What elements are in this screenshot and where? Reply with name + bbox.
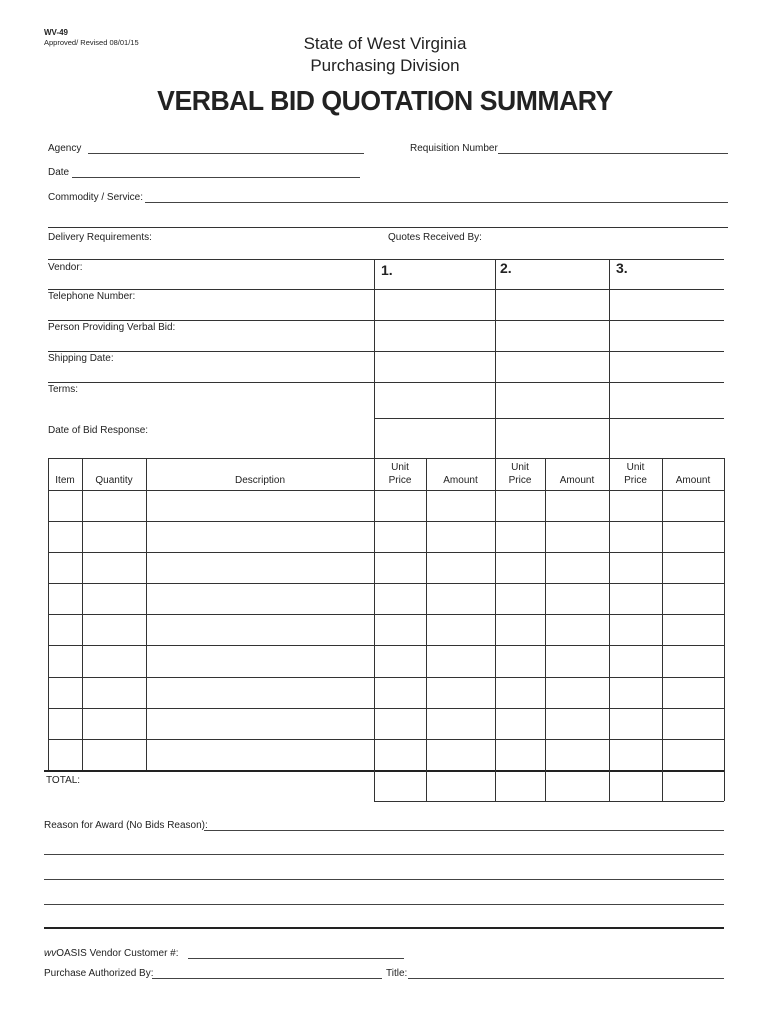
vendor-grid-line xyxy=(48,320,724,321)
header-description: Description xyxy=(234,475,286,486)
table-col xyxy=(724,458,725,801)
header-unit-3: Unit xyxy=(626,462,645,473)
form-revision: Approved/ Revised 08/01/15 xyxy=(44,38,139,47)
header-amount-1: Amount xyxy=(443,475,478,486)
table-row xyxy=(48,677,724,678)
date-field[interactable] xyxy=(72,177,360,178)
header-price-2: Price xyxy=(508,475,532,486)
vendor-number-2: 2. xyxy=(500,260,512,276)
vendor-grid-col xyxy=(495,259,496,458)
vendor-grid-line xyxy=(48,351,724,352)
wvoasis-field[interactable] xyxy=(188,958,404,959)
header-unit-1: Unit xyxy=(391,462,409,473)
authorized-label: Purchase Authorized By: xyxy=(44,968,154,979)
table-col xyxy=(426,458,427,801)
wvoasis-prefix: wv xyxy=(44,948,57,959)
quotes-received-label: Quotes Received By: xyxy=(388,232,482,243)
table-col xyxy=(545,458,546,801)
table-col xyxy=(609,458,610,801)
vendor-grid-col xyxy=(374,259,375,458)
commodity-field[interactable] xyxy=(145,202,728,203)
table-row xyxy=(48,521,724,522)
vendor-number-3: 3. xyxy=(616,260,628,276)
table-row xyxy=(48,583,724,584)
table-row xyxy=(48,645,724,646)
table-row xyxy=(48,739,724,740)
total-row-bottom xyxy=(374,801,724,802)
reason-line[interactable] xyxy=(44,879,724,880)
reason-line[interactable] xyxy=(44,904,724,905)
person-label: Person Providing Verbal Bid: xyxy=(48,322,176,333)
table-row xyxy=(48,552,724,553)
wvoasis-label xyxy=(44,948,179,960)
header-price-3: Price xyxy=(624,475,647,486)
requisition-field[interactable] xyxy=(498,153,728,154)
state-name: State of West Virginia xyxy=(303,34,467,53)
terms-label: Terms: xyxy=(48,384,78,395)
header-amount-3: Amount xyxy=(675,475,711,486)
table-row xyxy=(48,708,724,709)
header-amount-2: Amount xyxy=(559,475,595,486)
table-col xyxy=(495,458,496,801)
table-col xyxy=(82,458,83,770)
vendor-grid-col xyxy=(609,259,610,458)
authorized-field[interactable] xyxy=(152,978,382,979)
requisition-label: Requisition Number xyxy=(410,143,498,154)
title-field[interactable] xyxy=(408,978,724,979)
header-unit-2: Unit xyxy=(511,462,529,473)
commodity-label: Commodity / Service: xyxy=(48,192,144,203)
table-col xyxy=(146,458,147,770)
table-col xyxy=(48,458,49,770)
telephone-label: Telephone Number: xyxy=(48,291,136,302)
vendor-grid-line xyxy=(374,418,724,419)
agency-field[interactable] xyxy=(88,153,364,154)
reason-label: Reason for Award (No Bids Reason): xyxy=(44,820,208,831)
page-title: VERBAL BID QUOTATION SUMMARY xyxy=(157,85,613,116)
vendor-number-1: 1. xyxy=(381,262,393,278)
total-row-line xyxy=(44,770,724,772)
vendor-grid-line xyxy=(48,289,724,290)
header-quantity: Quantity xyxy=(95,475,133,486)
agency-label: Agency xyxy=(48,143,82,154)
table-col xyxy=(374,458,375,801)
table-col xyxy=(662,458,663,801)
bid-date-label: Date of Bid Response: xyxy=(48,425,149,436)
header-price-1: Price xyxy=(388,475,412,486)
total-label: TOTAL: xyxy=(46,775,81,786)
header-item: Item xyxy=(55,475,75,486)
title-label: Title: xyxy=(386,968,408,979)
vendor-label: Vendor: xyxy=(48,262,83,273)
section-divider xyxy=(48,227,728,228)
table-row xyxy=(48,614,724,615)
items-table-header-bottom xyxy=(48,490,724,491)
vendor-grid-line xyxy=(48,382,724,383)
reason-field[interactable] xyxy=(204,830,724,831)
items-table-top xyxy=(48,458,724,459)
reason-line[interactable] xyxy=(44,854,724,855)
form-code: WV-49 xyxy=(44,28,69,37)
wvoasis-text: OASIS Vendor Customer #: xyxy=(56,948,179,959)
shipping-date-label: Shipping Date: xyxy=(48,353,114,364)
delivery-label: Delivery Requirements: xyxy=(48,232,152,243)
division-name: Purchasing Division xyxy=(310,56,460,75)
footer-divider xyxy=(44,927,724,929)
date-label: Date xyxy=(48,167,70,178)
